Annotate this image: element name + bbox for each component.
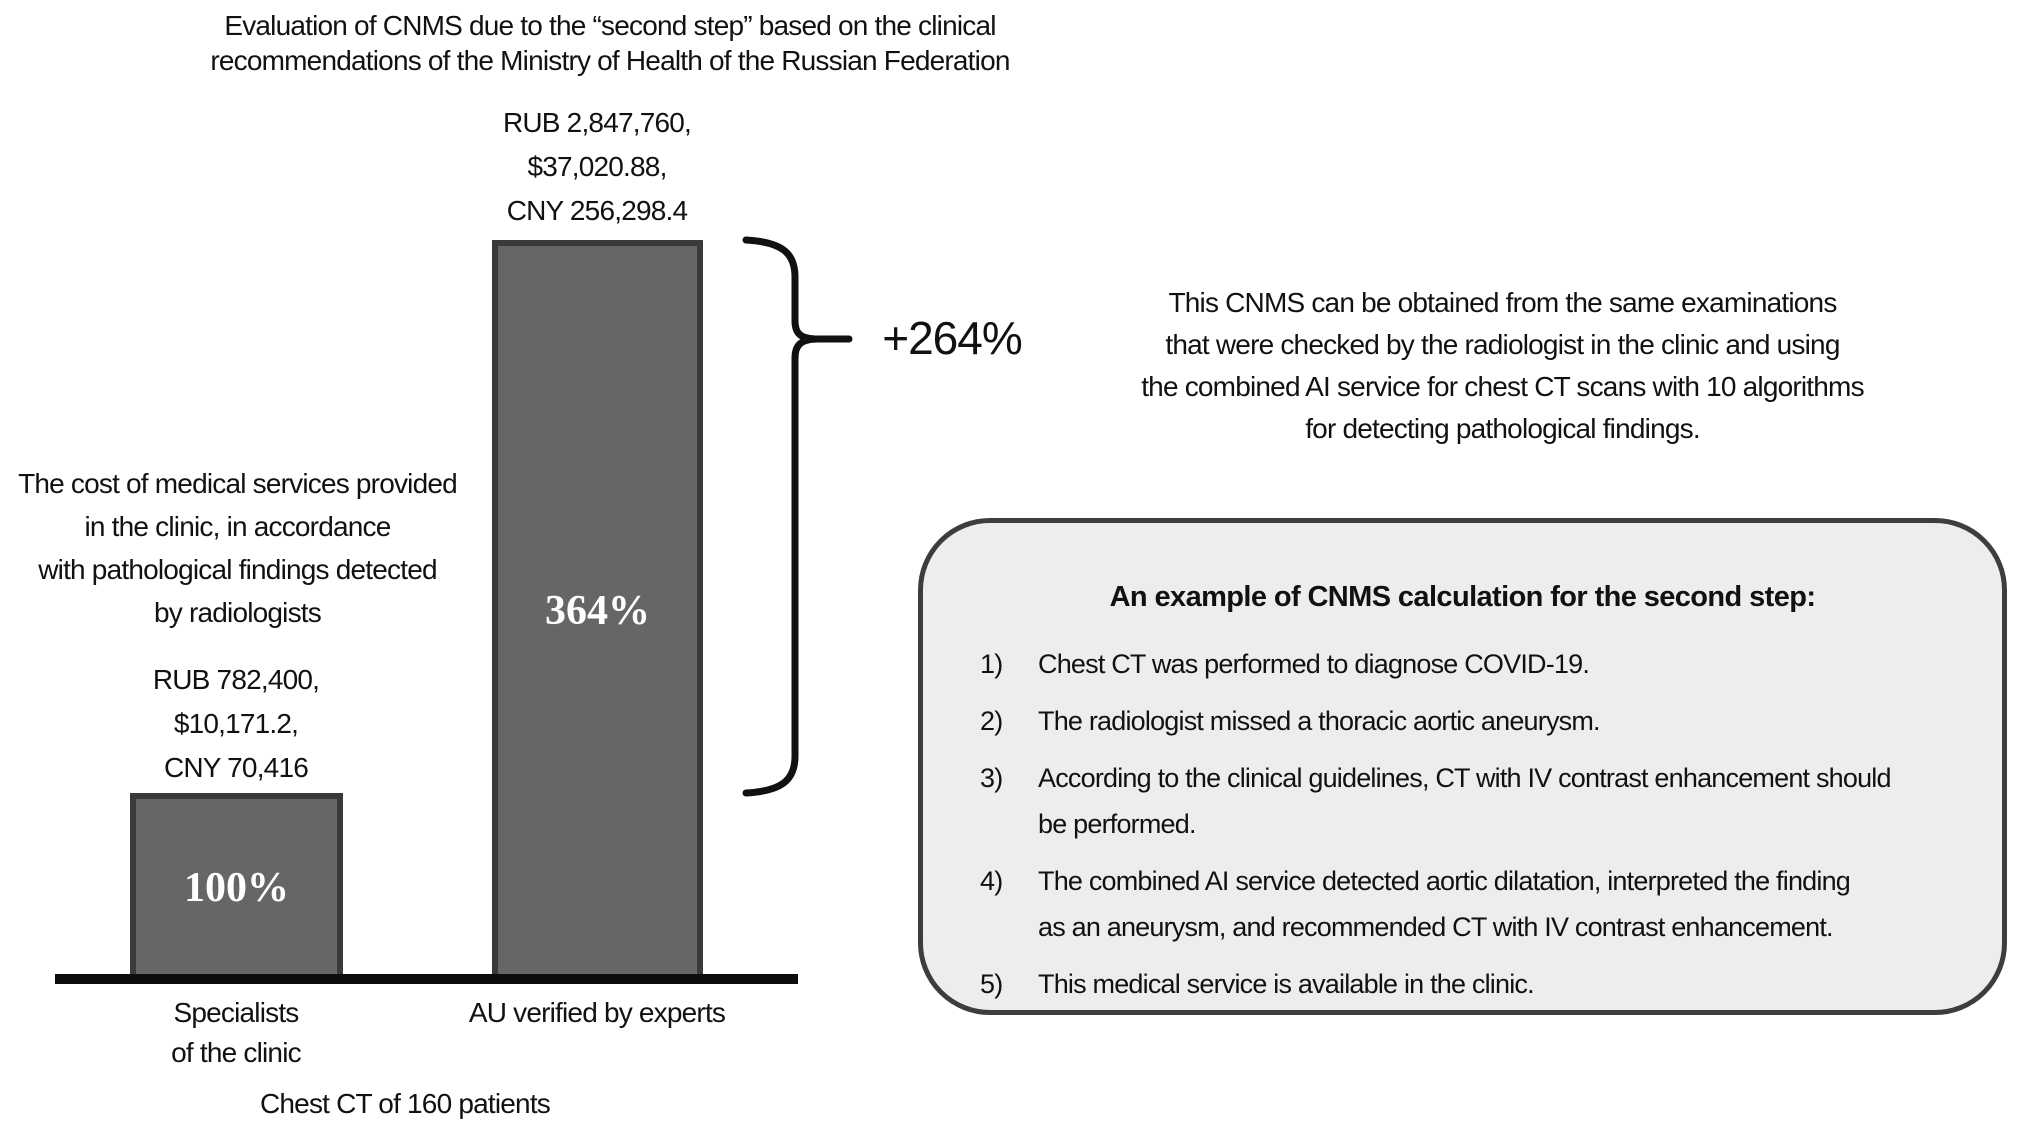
example-item (980, 698, 1960, 744)
figure-title-line: recommendations of the Ministry of Health of the Russian Federation (210, 45, 1010, 76)
money-line: RUB 2,847,760, (502, 107, 692, 138)
right-annotation (1075, 282, 1930, 450)
bar-specialists-clinic (130, 793, 343, 982)
item-number: 5) (980, 969, 1003, 999)
money-line: CNY 70,416 (163, 752, 309, 783)
money-line: $10,171.2, (173, 708, 299, 739)
left-annotation-line: in the clinic, in accordance (84, 511, 391, 542)
right-annotation-line: that were checked by the radiologist in the clinic and using (1165, 329, 1840, 360)
x-axis-line (55, 974, 798, 984)
item-text (1038, 961, 1960, 1007)
example-item (980, 961, 1960, 1007)
item-number: 3) (980, 763, 1003, 793)
item-text-line: be performed. (1038, 809, 1196, 839)
money-label-clinic (86, 658, 386, 790)
left-annotation (0, 462, 475, 634)
chart-caption: Chest CT of 160 patients (259, 1088, 551, 1119)
axis-label-clinic (86, 993, 386, 1073)
money-line: RUB 782,400, (152, 664, 320, 695)
item-text-line: Chest CT was performed to diagnose COVID-19. (1038, 649, 1590, 679)
item-number: 4) (980, 866, 1003, 896)
item-number: 2) (980, 706, 1003, 736)
example-item (980, 858, 1960, 950)
example-box-title: An example of CNMS calculation for the second step: (1109, 581, 1816, 613)
axis-label-line: AU verified by experts (468, 997, 726, 1028)
right-annotation-line: for detecting pathological findings. (1305, 413, 1700, 444)
axis-label-line: Specialists (173, 997, 299, 1028)
bar-au-verified (492, 240, 703, 982)
item-text (1038, 755, 1960, 847)
money-line: $37,020.88, (527, 151, 667, 182)
example-box (918, 518, 2007, 1015)
axis-label-line: of the clinic (171, 1037, 301, 1068)
money-label-au (447, 101, 747, 233)
example-item (980, 641, 1960, 687)
bar-value-label-au: 364% (545, 588, 650, 634)
item-text-line: as an aneurysm, and recommended CT with IV contrast enhancement. (1038, 912, 1833, 942)
left-annotation-line: The cost of medical services provided (18, 468, 457, 499)
item-text (1038, 698, 1960, 744)
figure-title (160, 8, 1060, 78)
left-annotation-line: by radiologists (154, 597, 321, 628)
item-text-line: According to the clinical guidelines, CT with IV contrast enhancement should (1038, 763, 1891, 793)
item-number: 1) (980, 649, 1003, 679)
bar-value-label-clinic: 100% (184, 864, 289, 911)
axis-label-au (447, 993, 747, 1033)
item-text-line: This medical service is available in the clinic. (1038, 969, 1534, 999)
right-annotation-line: This CNMS can be obtained from the same examinations (1168, 287, 1837, 318)
item-text (1038, 641, 1960, 687)
item-text-line: The radiologist missed a thoracic aortic aneurysm. (1038, 706, 1600, 736)
item-text-line: The combined AI service detected aortic dilatation, interpreted the finding (1038, 866, 1851, 896)
figure-title-line: Evaluation of CNMS due to the “second step” based on the clinical (224, 10, 996, 41)
right-annotation-line: the combined AI service for chest CT scans with 10 algorithms (1141, 371, 1864, 402)
example-list (980, 641, 1960, 1018)
left-annotation-line: with pathological findings detected (38, 554, 437, 585)
example-item (980, 755, 1960, 847)
delta-label: +264% (882, 312, 1022, 364)
money-line: CNY 256,298.4 (506, 195, 688, 226)
item-text (1038, 858, 1960, 950)
